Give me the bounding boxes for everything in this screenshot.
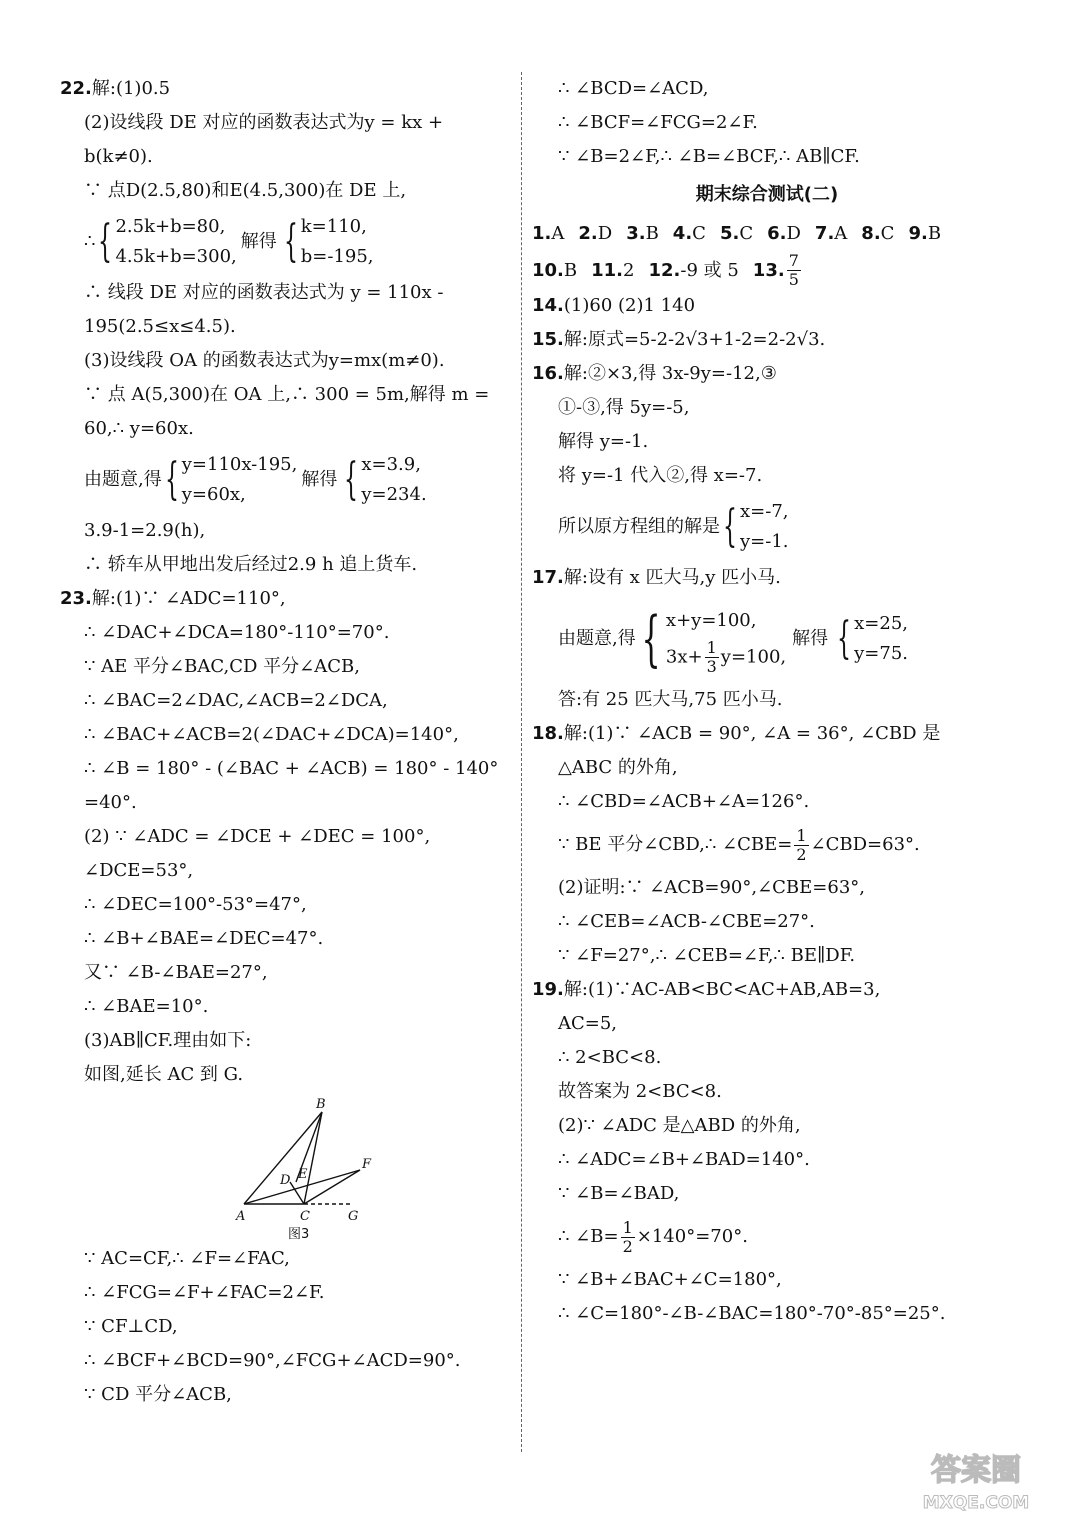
q23-line-12: 又∵ ∠B-∠BAE=27°, [84,962,268,983]
q23-line-18: ∵ CF⊥CD, [84,1316,178,1337]
label-C: C [300,1209,310,1224]
choice-answer: D [786,223,801,244]
choice-answer: C [880,223,895,244]
q23-line-10: ∴ ∠DEC=100°-53°=47°, [84,894,307,915]
q23-line-4: ∴ ∠BAC=2∠DAC,∠ACB=2∠DCA, [84,690,388,711]
q16-line-4: 将 y=-1 代入②,得 x=-7. [558,465,763,486]
q22-line-1: 22.解:(1)0.5 [60,78,171,99]
q19-line-5: (2)∵ ∠ADC 是△ABD 的外角, [558,1115,801,1136]
q23-line-15: 如图,延长 AC 到 G. [84,1064,244,1085]
q22-line-6: 195(2.5≤x≤4.5). [84,316,236,337]
choice-answer: C [692,223,706,244]
label-D: D [280,1173,291,1188]
choice-answer: B [927,223,942,244]
q22-system-2: 由题意,得 { y=110x-195, y=60x, 解得 { x=3.9, y=234. [60,450,515,510]
fraction-1-2: $\frac{1}{2}$ [622,1217,633,1256]
q19-line-7: ∵ ∠B=∠BAD, [558,1183,680,1204]
choice-answer: D [597,223,613,244]
q22-line-10: 3.9-1=2.9(h), [84,520,206,541]
q18-line-2: △ABC 的外角, [558,757,678,778]
q16-system: 所以原方程组的解是 { x=-7, y=-1. [532,497,1002,557]
q18-line-7: ∵ ∠F=27°,∴ ∠CEB=∠F,∴ BE∥DF. [558,945,856,966]
q18-line-5: (2)证明:∵ ∠ACB=90°,∠CBE=63°, [558,877,866,898]
q23-line-9: ∠DCE=53°, [84,860,194,881]
fraction-1-3: $\frac{1}{3}$ [706,637,717,676]
site-watermark [906,1446,1046,1516]
q23-line-20: ∵ CD 平分∠ACB, [84,1384,232,1405]
q16-line-1: 16.解:②×3,得 3x-9y=-12,③ [532,363,777,384]
segment-CF [304,1170,360,1204]
fraction-1-2: $\frac{1}{2}$ [796,825,807,864]
choice-answer: B [645,223,659,244]
choice-answer: C [739,223,754,244]
q19-line-4: 故答案为 2<BC<8. [558,1081,722,1102]
q23-line-11: ∴ ∠B+∠BAE=∠DEC=47°. [84,928,324,949]
q22-line-2: (2)设线段 DE 对应的函数表达式为y = kx + [84,112,444,133]
q23-line-19: ∴ ∠BCF+∠BCD=90°,∠FCG+∠ACD=90°. [84,1350,461,1371]
label-A: A [236,1209,246,1224]
choice-answers-row-2: 10. B 11. 2 12. -9 或 5 13. $\frac{7}{5}$ [532,251,799,289]
watermark-logo-icon [906,1446,1046,1516]
svg-text:答案圈: 答案圈 [931,1453,1021,1488]
q23-line-17: ∴ ∠FCG=∠F+∠FAC=2∠F. [84,1282,325,1303]
q23-line-7: =40°. [84,792,137,813]
label-E: E [298,1167,308,1182]
q18-line-6: ∴ ∠CEB=∠ACB-∠CBE=27°. [558,911,815,932]
segment-DC [290,1182,304,1204]
brace-glyph: { [344,454,359,505]
q23-line-14: (3)AB∥CF.理由如下: [84,1030,252,1051]
q19-line-6: ∴ ∠ADC=∠B+∠BAD=140°. [558,1149,810,1170]
figure-caption: 图3 [288,1227,310,1242]
q22-number: 22. [60,78,92,99]
choice-number: 8. [861,223,881,244]
choice-number: 9. [908,223,928,244]
q22-line-11: ∴ 轿车从甲地出发后经过2.9 h 追上货车. [84,554,418,575]
q15: 15.解:原式=5-2-2√3+1-2=2-2√3. [532,329,826,350]
right-line-1: ∴ ∠BCD=∠ACD, [558,78,709,99]
choice-number: 1. [532,223,552,244]
q22-line-9: 60,∴ y=60x. [84,418,194,439]
choice-number: 3. [626,223,646,244]
brace-glyph: { [98,216,113,267]
right-line-2: ∴ ∠BCF=∠FCG=2∠F. [558,112,758,133]
q19-line-8: ∴ ∠B= $\frac{1}{2}$ ×140°=70°. [558,1217,748,1256]
right-column [532,72,1002,1331]
choice-answer: A [551,223,565,244]
q23-line-2: ∴ ∠DAC+∠DCA=180°-110°=70°. [84,622,390,643]
choice-number: 7. [814,223,835,244]
q19-line-9: ∵ ∠B+∠BAC+∠C=180°, [558,1269,782,1290]
choice-answers-row-1 [532,216,1002,252]
choice-number: 2. [578,223,598,244]
label-F: F [362,1157,372,1172]
q23-line-8: (2) ∵ ∠ADC = ∠DCE + ∠DEC = 100°, [84,826,431,847]
brace-glyph: { [283,216,298,267]
label-B: B [316,1097,326,1112]
column-divider [521,72,522,1452]
q14: 14.(1)60 (2)1 140 [532,295,696,316]
q16-line-3: 解得 y=-1. [558,431,649,452]
q22-line-5: ∴ 线段 DE 对应的函数表达式为 y = 110x - [84,282,444,303]
q23-line-6: ∴ ∠B = 180° - (∠BAC + ∠ACB) = 180° - 140° [84,758,499,779]
brace-glyph: { [641,604,661,674]
geometry-figure-3 [60,1092,515,1242]
q16-line-2: ①-③,得 5y=-5, [558,397,690,418]
q18-line-3: ∴ ∠CBD=∠ACB+∠A=126°. [558,791,810,812]
choice-number: 6. [767,223,787,244]
q23-line-1: 23.解:(1)∵ ∠ADC=110°, [60,588,286,609]
q17-system: 由题意,得 { x+y=100, 3x+ $\frac{1}{3}$ y=100, 解得 { x=25, y=75. [532,599,1002,679]
fraction-7-5: $\frac{7}{5}$ [788,251,799,289]
q19-line-10: ∴ ∠C=180°-∠B-∠BAC=180°-70°-85°=25°. [558,1303,946,1324]
q18-line-4: ∵ BE 平分∠CBD,∴ ∠CBE= $\frac{1}{2}$ ∠CBD=63°. [558,825,920,864]
q17-line-1: 17.解:设有 x 匹大马,y 匹小马. [532,567,781,588]
q19-line-2: AC=5, [558,1013,618,1034]
label-G: G [348,1209,359,1224]
q19-line-3: ∴ 2<BC<8. [558,1047,662,1068]
q18-line-1: 18.解:(1)∵ ∠ACB = 90°, ∠A = 36°, ∠CBD 是 [532,723,941,744]
choice-answer: A [834,223,848,244]
section-heading: 期末综合测试(二) [695,184,839,205]
brace-glyph: { [723,501,737,552]
q23-line-3: ∵ AE 平分∠BAC,CD 平分∠ACB, [84,656,360,677]
q23-line-13: ∴ ∠BAE=10°. [84,996,209,1017]
q22-line-4: ∵ 点D(2.5,80)和E(4.5,300)在 DE 上, [84,180,407,201]
segment-AB [244,1112,322,1204]
triangle-diagram [60,1092,515,1242]
q23-line-16: ∵ AC=CF,∴ ∠F=∠FAC, [84,1248,290,1269]
q17-line-2: 答:有 25 匹大马,75 匹小马. [558,689,783,710]
segment-BC [304,1112,322,1204]
left-column [60,72,515,1412]
choice-number: 4. [672,223,693,244]
right-line-3: ∵ ∠B=2∠F,∴ ∠B=∠BCF,∴ AB∥CF. [558,146,860,167]
svg-text:MXQE.COM: MXQE.COM [922,1493,1030,1513]
brace-glyph: { [164,454,179,505]
q19-line-1: 19.解:(1)∵AC-AB<BC<AC+AB,AB=3, [532,979,881,1000]
q22-line-8: ∵ 点 A(5,300)在 OA 上,∴ 300 = 5m,解得 m = [84,384,490,405]
q22-system-1: ∴ { 2.5k+b=80, 4.5k+b=300, 解得 { k=110, b=-195, [60,212,515,272]
q22-line-7: (3)设线段 OA 的函数表达式为y=mx(m≠0). [84,350,445,371]
q22-line-3: b(k≠0). [84,146,153,167]
brace-glyph: { [837,613,852,664]
q23-line-5: ∴ ∠BAC+∠ACB=2(∠DAC+∠DCA)=140°, [84,724,459,745]
choice-number: 5. [719,223,740,244]
q23-number: 23. [60,588,92,609]
